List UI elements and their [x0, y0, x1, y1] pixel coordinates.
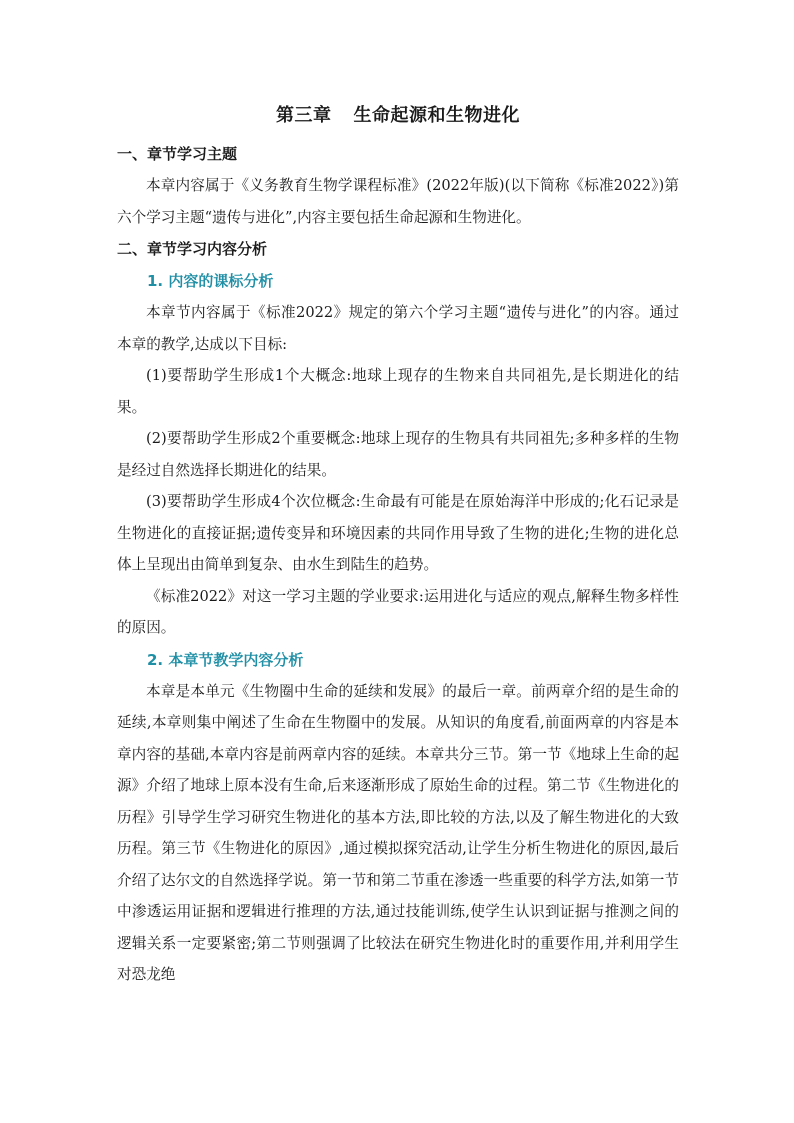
paragraph-academic-requirement: 《标准2022》对这一学习主题的学业要求:运用进化与适应的观点,解释生物多样性的原因。 [117, 587, 679, 636]
paragraph-teaching-content: 本章是本单元《生物圈中生命的延续和发展》的最后一章。前两章介绍的是生命的延续,本章则集中阐述了生命在生物圈中的发展。从知识的角度看,前面两章的内容是本章内容的基础,本章内容是前两章内容的延续。本章共分三节。第一节《地球上生命的起源》介绍了地球上原本没有生命,后来逐渐形成了原始生命的过程。第二节《生物进化的历程》引导学生学习研究生物进化的基本方法,即比较的方法,以及了解生物进化的大致历程。第三节《生物进化的原因》,通过模拟探究活动,让学生分析生物进化的原因,最后介绍了达尔文的自然选择学说。第一节和第二节重在渗透一些重要的科学方法,如第一节中渗透运用证据和逻辑进行推理的方法,通过技能训练,使学生认识到证据与推测之间的逻辑关系一定要紧密;第二节则强调了比较法在研究生物进化时的重要作用,并利用学生对恐龙绝 [117, 682, 679, 983]
section-heading-content-analysis: 二、章节学习内容分析 [117, 240, 268, 258]
chapter-name: 生命起源和生物进化 [353, 105, 520, 126]
paragraph-study-theme: 本章内容属于《义务教育生物学课程标准》(2022年版)(以下简称《标准2022》)第六个学习主题“遗传与进化”,内容主要包括生命起源和生物进化。 [117, 177, 679, 226]
document-content [117, 100, 679, 991]
paragraph-goal-2: (2)要帮助学生形成2个重要概念:地球上现存的生物具有共同祖先;多种多样的生物是经过自然选择长期进化的结果。 [117, 430, 679, 479]
paragraph-goal-1: (1)要帮助学生形成1个大概念:地球上现存的生物来自共同祖先,是长期进化的结果。 [117, 367, 679, 416]
paragraph-goal-3: (3)要帮助学生形成4个次位概念:生命最有可能是在原始海洋中形成的;化石记录是生物进化的直接证据;遗传变异和环境因素的共同作用导致了生物的进化;生物的进化总体上呈现出由简单到复杂、由水生到陆生的趋势。 [117, 493, 679, 573]
subsection-heading-teaching-content: 2. 本章节教学内容分析 [147, 650, 304, 669]
chapter-number: 第三章 [276, 105, 332, 126]
section-heading-study-theme: 一、章节学习主题 [117, 145, 238, 163]
chapter-title [117, 100, 679, 132]
subsection-heading-curriculum-analysis: 1. 内容的课标分析 [147, 272, 274, 290]
paragraph-curriculum-intro: 本章节内容属于《标准2022》规定的第六个学习主题“遗传与进化”的内容。通过本章的教学,达成以下目标: [117, 304, 679, 353]
